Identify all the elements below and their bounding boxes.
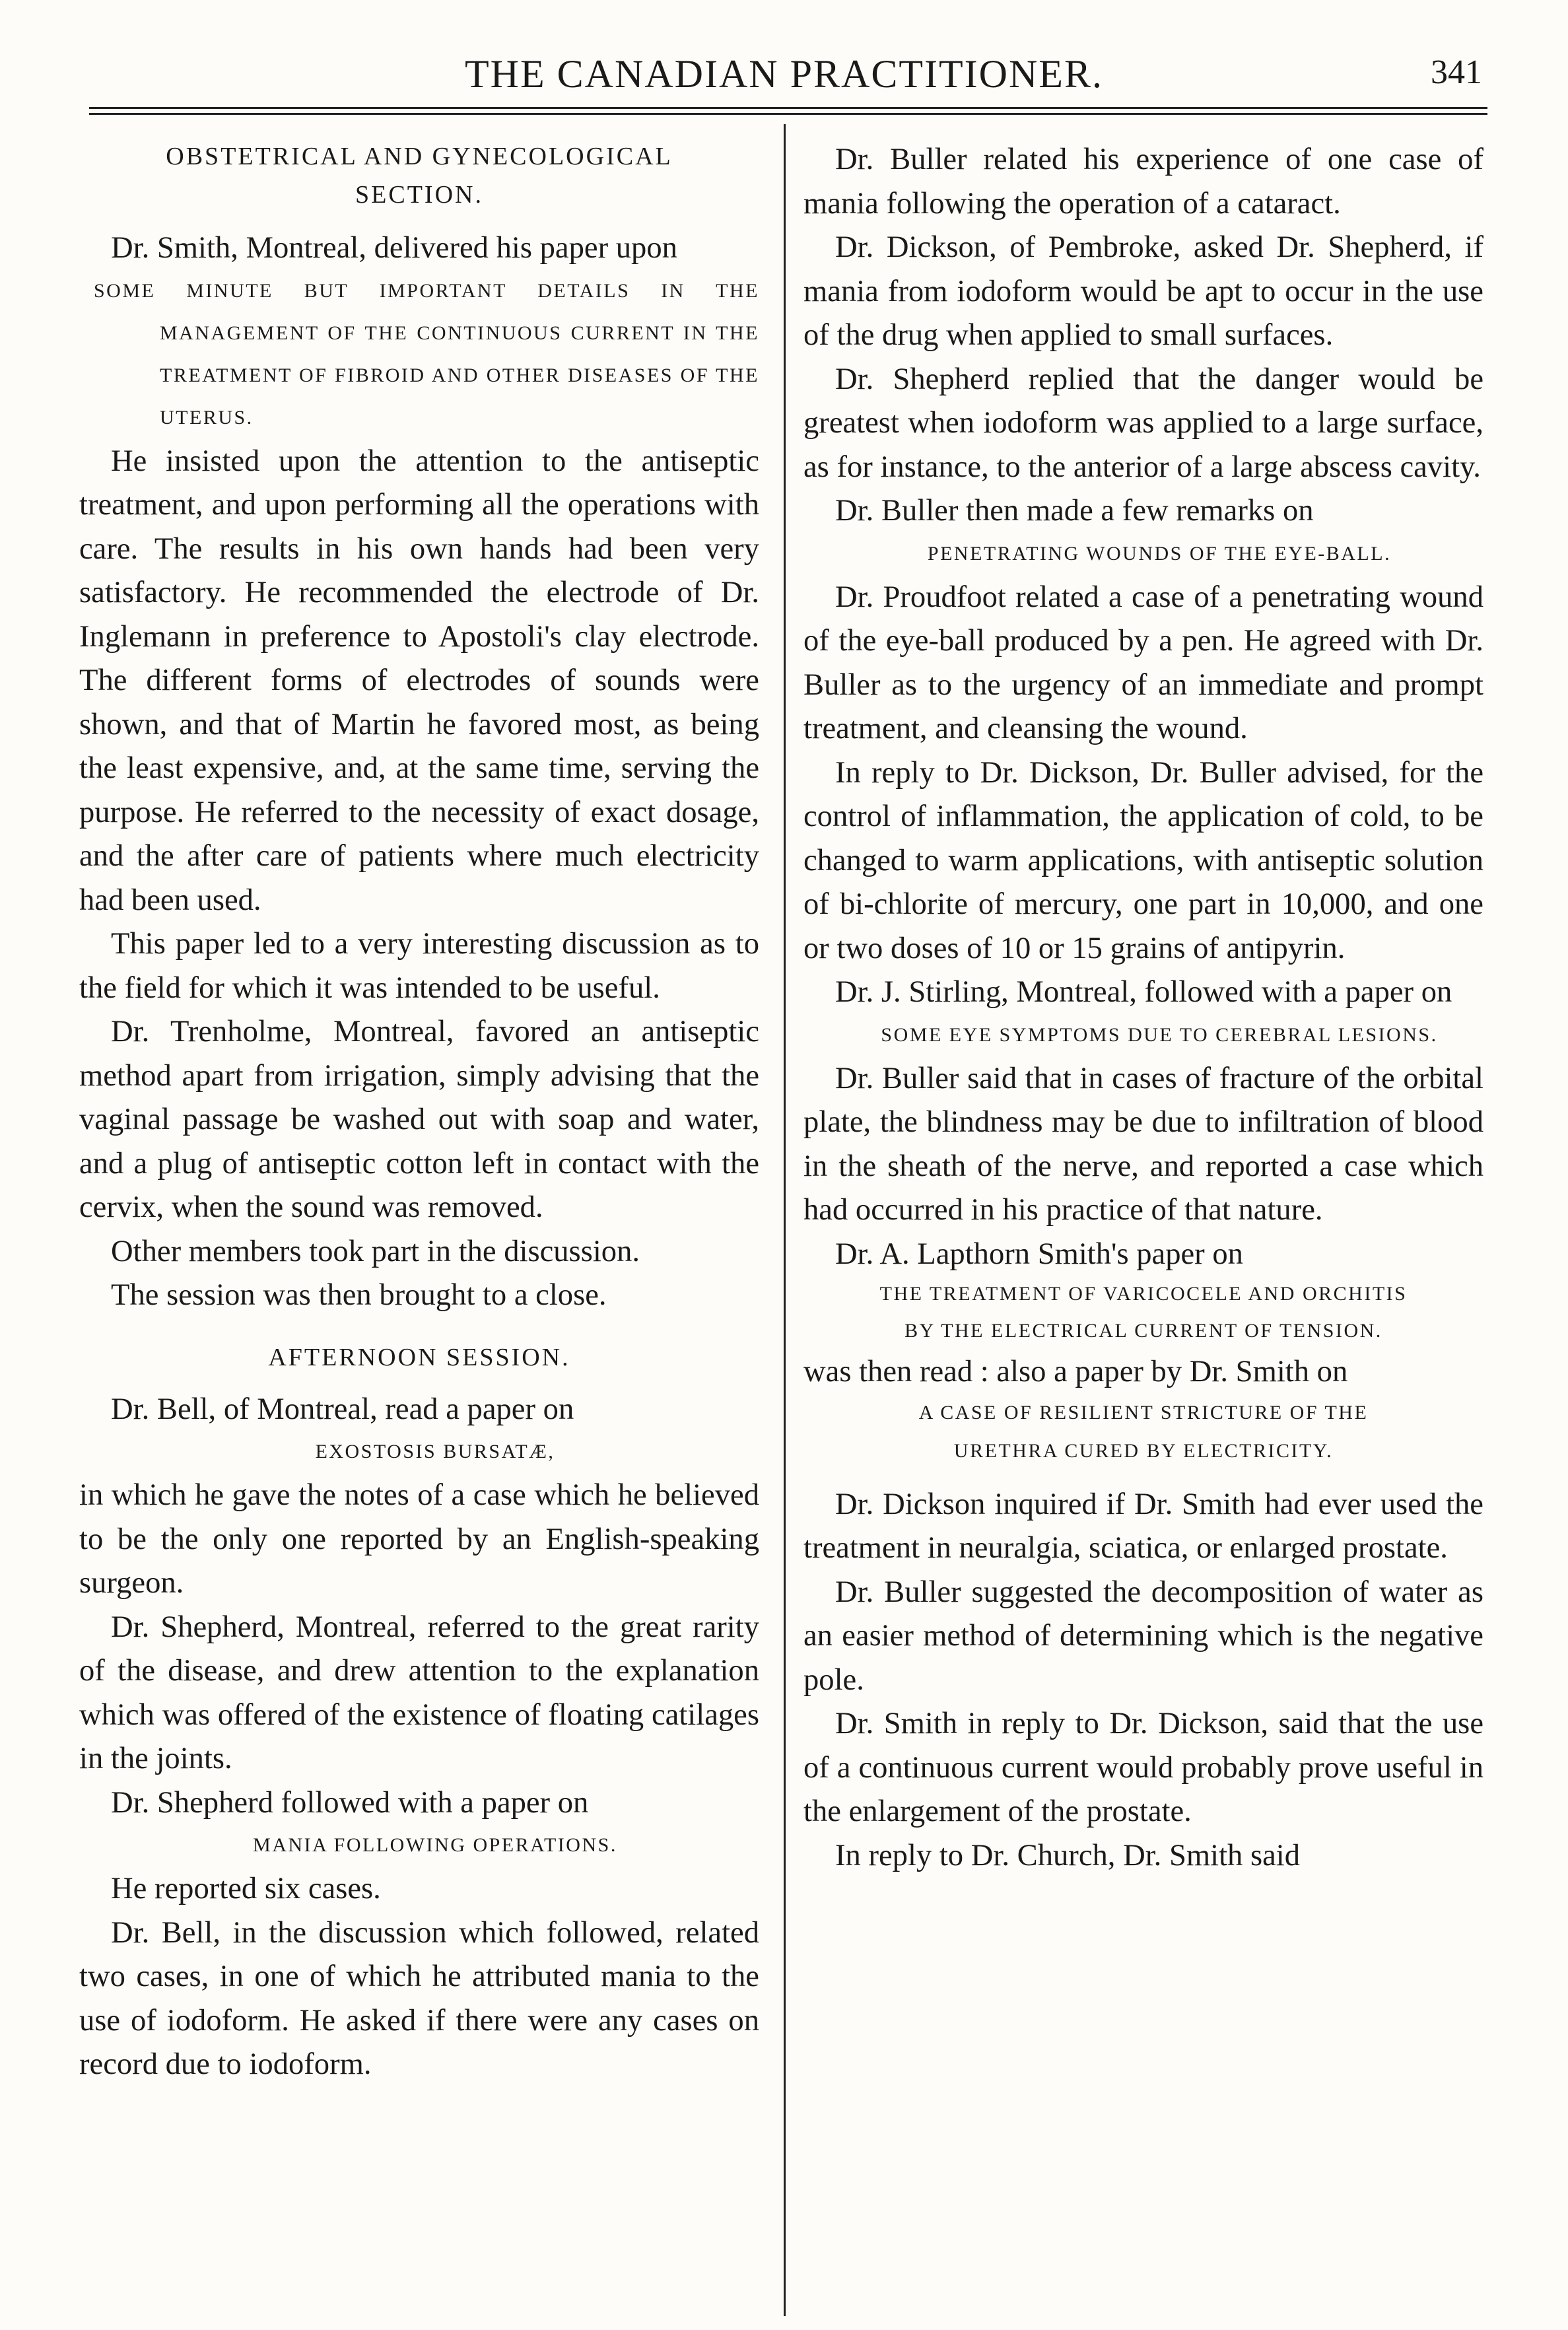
paper-title-line-2: URETHRA CURED BY ELECTRICITY. (953, 1439, 1334, 1462)
paragraph: The session was then brought to a close. (111, 1278, 607, 1312)
paragraph: Dr. Dickson, of Pembroke, asked Dr. Shepherd, if mania from iodoform would be apt to occur in the use of the drug when applied to small surfaces. (803, 230, 1483, 352)
paragraph: Dr. Bell, in the discussion which followed, related two cases, in one of which he attributed mania to the use of iodoform. He asked if there were any cases on record due to iodoform. (79, 1915, 759, 2081)
paragraph: Dr. Smith, Montreal, delivered his paper upon (111, 230, 677, 265)
header-rule-lower (89, 113, 1487, 115)
paragraph: In reply to Dr. Dickson, Dr. Buller advised, for the control of inflammation, the application of cold, to be changed to warm applications, with antiseptic solution of bi-chlorite of mercury, one part in 10,000, and one or two doses of 10 or 15 grains of antipyrin. (803, 755, 1483, 965)
paragraph: Dr. Trenholme, Montreal, favored an antiseptic method apart from irrigation, simply advising that the vaginal passage be washed out with soap and water, and a plug of antiseptic cotton left in contact with the cervix, when the sound was removed. (79, 1014, 759, 1224)
paragraph: Dr. Shepherd replied that the danger would be greatest when iodoform was applied to a large surface, as for instance, to the anterior of a large abscess cavity. (803, 361, 1483, 484)
paragraph: Dr. Buller said that in cases of fracture of the orbital plate, the blindness may be due to infiltration of blood in the sheath of the nerve, and reported a case which had occurred in his practice of that nature. (803, 1060, 1483, 1227)
paragraph: Dr. J. Stirling, Montreal, followed with a paper on (835, 975, 1452, 1009)
header-rule-upper (89, 107, 1487, 109)
paragraph: was then read : also a paper by Dr. Smith on (803, 1354, 1348, 1388)
paragraph: Dr. Shepherd followed with a paper on (111, 1785, 589, 1820)
paragraph: Dr. Proudfoot related a case of a penetrating wound of the eye-ball produced by a pen. He agreed with Dr. Buller as to the urgency of an immediate and prompt treatment, and cleansing the wound. (803, 579, 1483, 745)
paper-title: EXOSTOSIS BURSATÆ, (315, 1441, 555, 1462)
paragraph: Dr. Buller suggested the decomposition of water as an easier method of determining which is the negative pole. (803, 1574, 1483, 1697)
paper-title-line-1: A CASE OF RESILIENT STRICTURE OF THE (918, 1401, 1369, 1423)
paragraph: Dr. Bell, of Montreal, read a paper on (111, 1391, 574, 1426)
paper-title (803, 1276, 1483, 1350)
paragraph: Dr. A. Lapthorn Smith's paper on (835, 1236, 1243, 1271)
paragraph: in which he gave the notes of a case which he believed to be the only one reported by an English-speaking surgeon. (79, 1478, 759, 1600)
section-heading-line-2: SECTION. (355, 181, 483, 209)
column-divider (784, 124, 786, 2316)
paragraph: He reported six cases. (111, 1871, 381, 1905)
section-heading-line-1: OBSTETRICAL AND GYNECOLOGICAL (166, 143, 673, 170)
afternoon-session-heading: AFTERNOON SESSION. (268, 1343, 570, 1371)
paragraph: This paper led to a very interesting discussion as to the field for which it was intended to be useful. (79, 926, 759, 1005)
running-head (0, 51, 1568, 98)
paragraph: He insisted upon the attention to the antiseptic treatment, and upon performing all the operations with care. The results in his own hands had been very satisfactory. He recommended the electrode of Dr. Inglemann in preference to Apostoli's clay electrode. The different forms of electrodes of sounds were shown, and that of Martin he favored most, as being the least expensive, and, at the same time, serving the purpose. He referred to the necessity of exact dosage, and the after care of patients where much electricity had been used. (79, 443, 759, 917)
paper-title-line-2: BY THE ELECTRICAL CURRENT OF TENSION. (904, 1320, 1382, 1342)
paper-title: SOME MINUTE BUT IMPORTANT DETAILS IN THE MANAGEMENT OF THE CONTINUOUS CURRENT IN THE TREATMENT OF FIBROID AND OTHER DISEASES OF THE UTERUS. (94, 279, 759, 428)
paragraph: Dr. Buller related his experience of one case of mania following the operation of a cataract. (803, 142, 1483, 221)
paragraph: In reply to Dr. Church, Dr. Smith said (835, 1837, 1301, 1872)
paper-title (803, 1394, 1483, 1470)
paper-title-line-1: THE TREATMENT OF VARICOCELE AND ORCHITIS (879, 1283, 1408, 1305)
left-column (79, 137, 759, 2086)
paragraph: Dr. Smith in reply to Dr. Dickson, said that the use of a continuous current would probably prove useful in the enlargement of the prostate. (803, 1706, 1483, 1828)
paragraph: Dr. Buller then made a few remarks on (835, 493, 1314, 528)
page-number: 341 (1431, 53, 1482, 91)
paper-title: SOME EYE SYMPTOMS DUE TO CEREBRAL LESIONS. (881, 1023, 1438, 1046)
paragraph: Other members took part in the discussion. (111, 1233, 640, 1268)
right-column (803, 137, 1483, 1877)
paragraph: Dr. Dickson inquired if Dr. Smith had ever used the treatment in neuralgia, sciatica, or enlarged prostate. (803, 1486, 1483, 1565)
paper-title: MANIA FOLLOWING OPERATIONS. (253, 1834, 617, 1856)
section-heading (79, 137, 759, 214)
journal-title: THE CANADIAN PRACTITIONER. (465, 52, 1103, 96)
paper-title: PENETRATING WOUNDS OF THE EYE-BALL. (927, 542, 1392, 565)
paragraph: Dr. Shepherd, Montreal, referred to the great rarity of the disease, and drew attention to the explanation which was offered of the existence of floating catilages in the joints. (79, 1609, 759, 1775)
